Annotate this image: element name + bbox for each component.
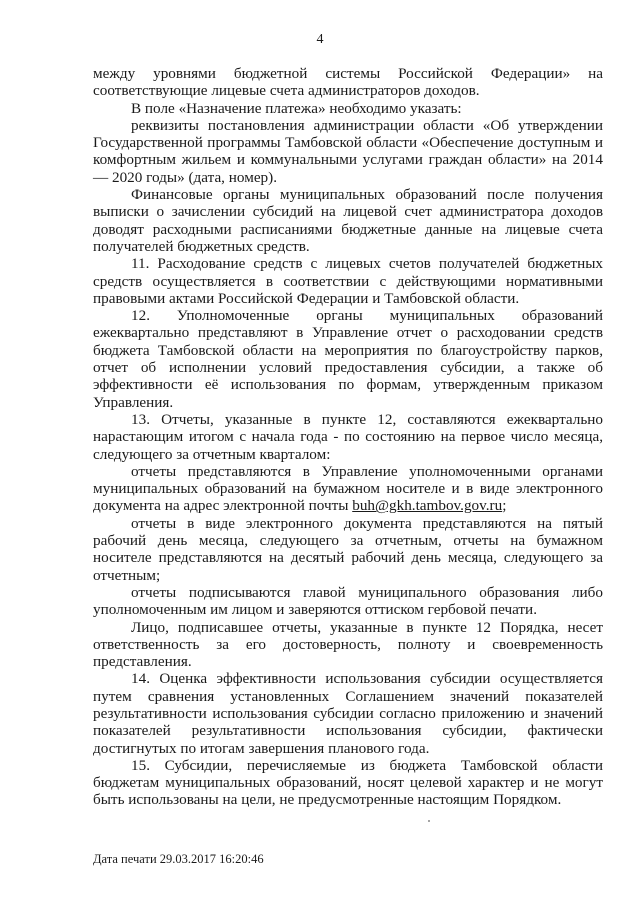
paragraph-resolution-details: реквизиты постановления администрации области «Об утверждении Государственной программы Тамбовской области «Обеспечение доступным и комфортным жильем и коммунальными услугами граждан области» на 2014 — 2020 годы» (дата, номер). [93,116,603,186]
paragraph-responsibility: Лицо, подписавшее отчеты, указанные в пункте 12 Порядка, несет ответственность за его достоверность, полноту и своевременность представления. [93,618,603,671]
paragraph-item-14: 14. Оценка эффективности использования субсидии осуществляется путем сравнения установленных Соглашением значений показателей результативности использования субсидии согласно приложению и значений показателей результативности использования субсидии, фактически достигнутых по итогам завершения планового года. [93,670,603,757]
paragraph-financial-bodies: Финансовые органы муниципальных образований после получения выписки о зачислении субсидий на лицевой счет администратора доходов доводят расходными расписаниями бюджетные данные на лицевые счета получателей бюджетных средств. [93,186,603,255]
paragraph-reports-deadlines: отчеты в виде электронного документа представляются на пятый рабочий день месяца, следующего за отчетным, отчеты на бумажном носителе представляются на десятый рабочий день месяца, следующего за отчетным; [93,514,603,584]
paragraph-item-13: 13. Отчеты, указанные в пункте 12, составляются ежеквартально нарастающим итогом с начала года - по состоянию на первое число месяца, следующего за отчетным кварталом: [93,410,603,463]
paragraph-payment-purpose-intro: В поле «Назначение платежа» необходимо указать: [131,99,462,117]
paragraph-item-11: 11. Расходование средств с лицевых счетов получателей бюджетных средств осуществляется в соответствии с действующими нормативными правовыми актами Российской Федерации и Тамбовской области. [93,255,603,307]
paragraph-item-12: 12. Уполномоченные органы муниципальных образований ежеквартально представляют в Управление отчет о расходовании средств бюджета Тамбовской области на мероприятия по благоустройству парков, отчет об исполнении условий предоставления субсидии, а также об эффективности её использования по формам, утвержденным приказом Управления. [93,307,603,411]
document-body [93,65,603,809]
paragraph-reports-signing: отчеты подписываются главой муниципального образования либо уполномоченным им лицом и заверяются оттиском гербовой печати. [93,583,603,619]
reports-submission-end: ; [502,497,507,515]
email-link[interactable]: buh@gkh.tambov.gov.ru [352,497,503,515]
reports-submission-text: отчеты представляются в Управление уполномоченными органами муниципальных образований на бумажном носителе и в виде электронного документа на адрес электронной почты [93,462,603,515]
paragraph-continuation: между уровнями бюджетной системы Российской Федерации» на соответствующие лицевые счета администраторов доходов. [93,65,603,100]
paragraph-reports-submission [93,463,603,515]
paragraph-item-15: 15. Субсидии, перечисляемые из бюджета Тамбовской области бюджетам муниципальных образований, носят целевой характер и не могут быть использованы на цели, не предусмотренные настоящим Порядком. [93,756,603,809]
print-date-stamp: Дата печати 29.03.2017 16:20:46 [93,852,264,866]
scan-speck [428,820,430,822]
page-number: 4 [316,32,324,47]
